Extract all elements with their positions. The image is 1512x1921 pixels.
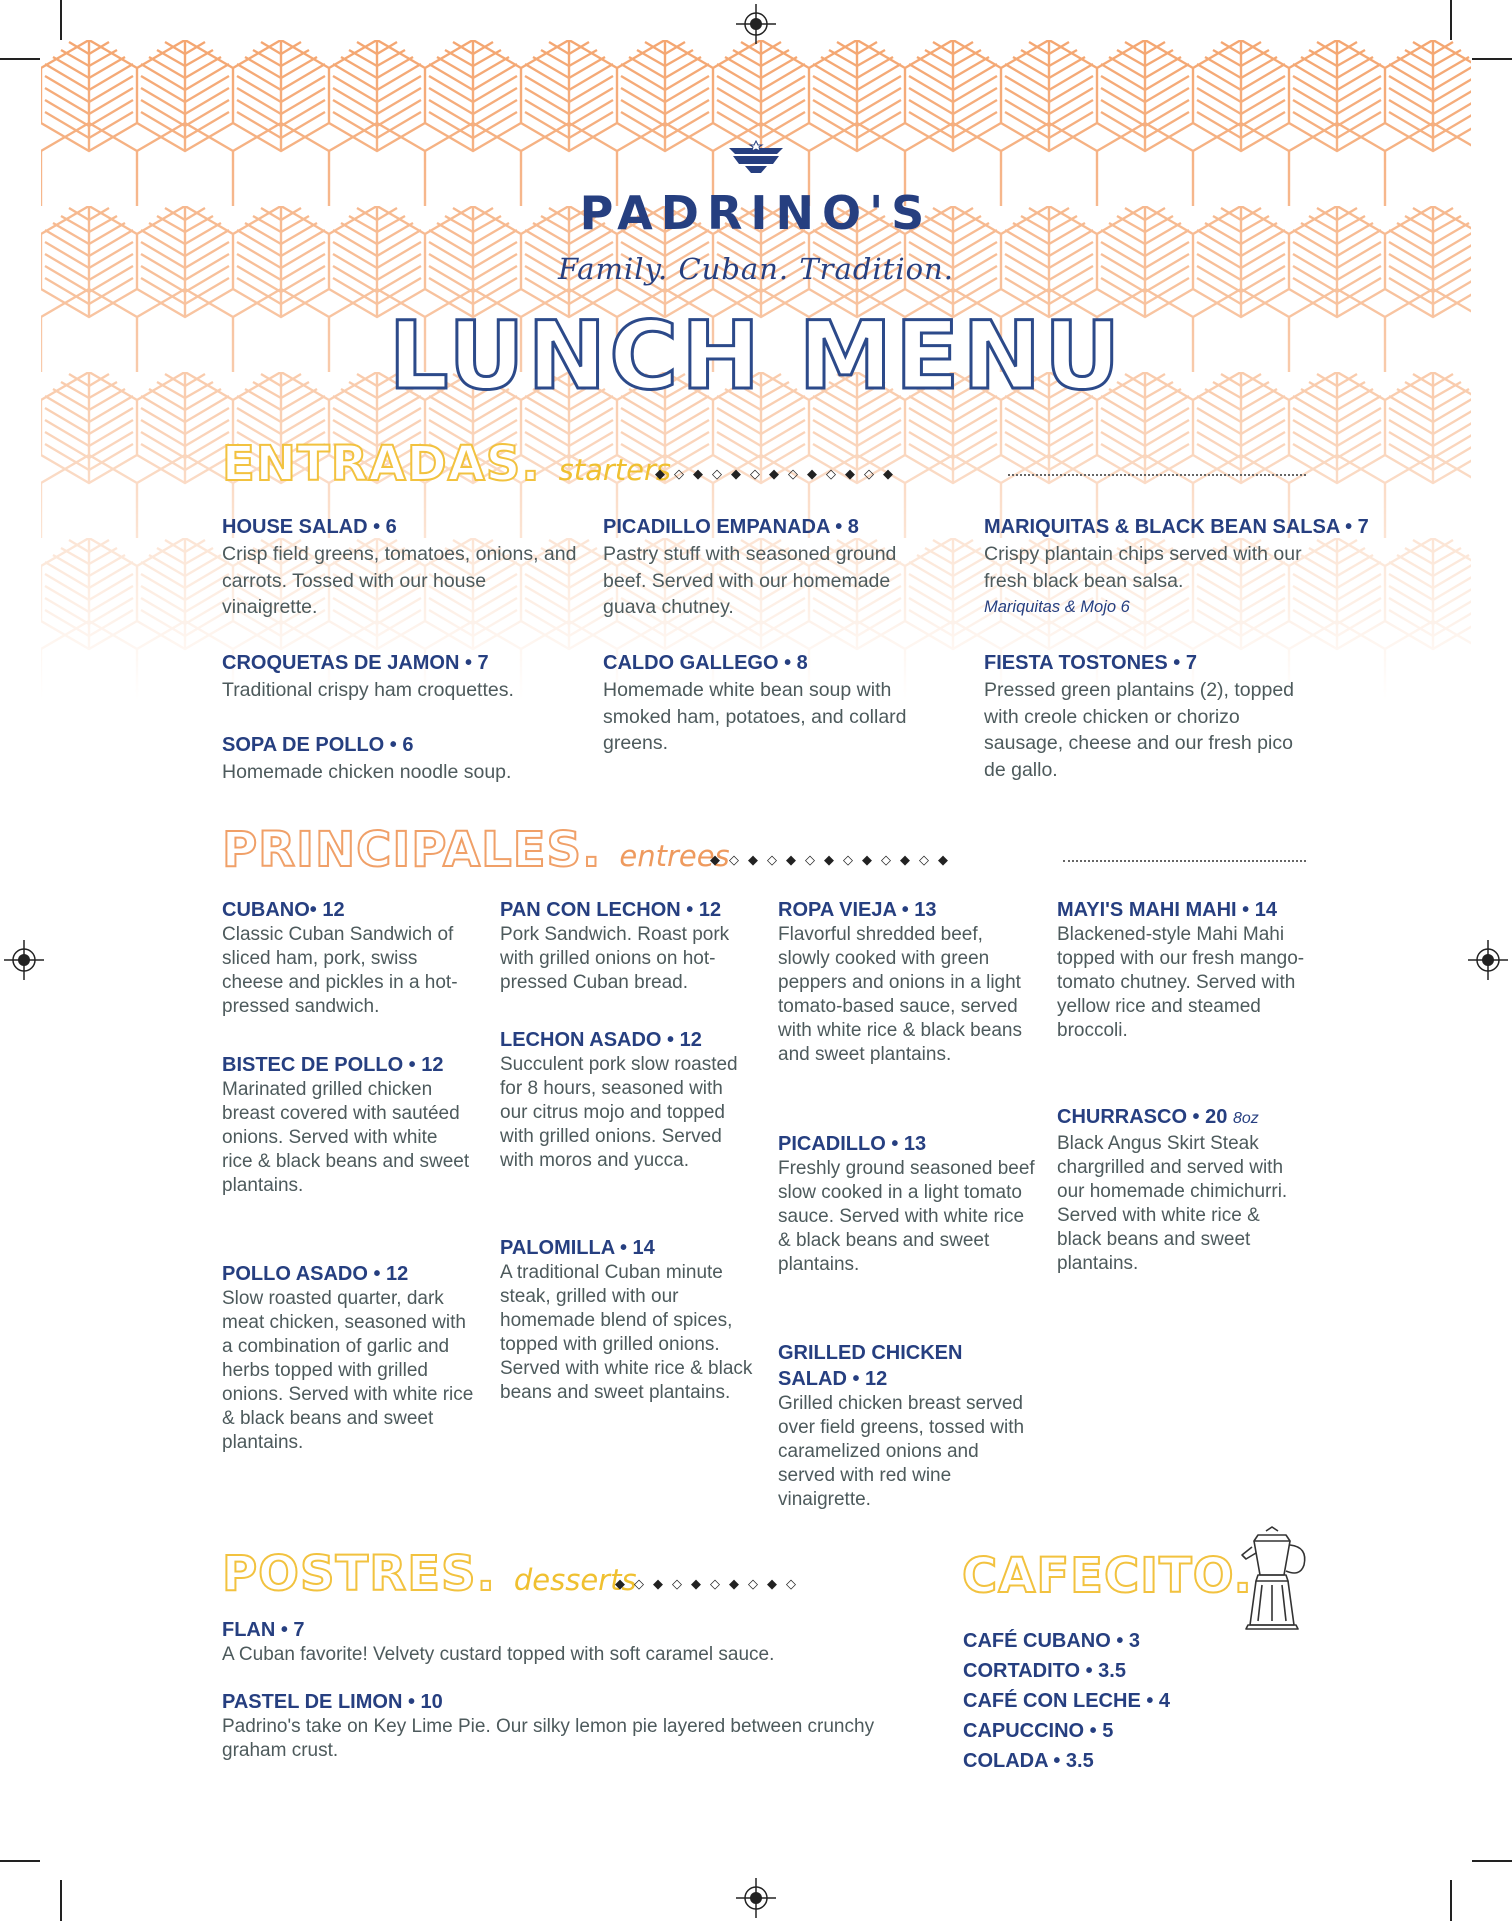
- entradas-subtitle: starters: [558, 453, 672, 487]
- item-description: Classic Cuban Sandwich of sliced ham, pork, swiss cheese and pickles in a hot-pressed sandwich.: [222, 924, 458, 1017]
- menu-item: [778, 897, 1036, 1067]
- cafe-item: COLADA • 3.5: [963, 1750, 1094, 1772]
- menu-item: [500, 897, 755, 995]
- item-name: PASTEL DE LIMON • 10: [222, 1691, 443, 1713]
- menu-item: [222, 650, 582, 704]
- item-name: PALOMILLA • 14: [500, 1237, 655, 1259]
- item-description: Traditional crispy ham croquettes.: [222, 679, 514, 701]
- diamond-divider: ◆◇◆◇◆◇◆◇◆◇◆◇◆: [655, 466, 902, 481]
- diamond-divider: ◆◇◆◇◆◇◆◇◆◇◆◇◆: [710, 852, 957, 867]
- crop-mark: [0, 58, 40, 60]
- item-description: Blackened-style Mahi Mahi topped with our fresh mango-tomato chutney. Served with yellow rice and steamed broccoli.: [1057, 924, 1305, 1041]
- item-name: PICADILLO • 13: [778, 1133, 927, 1155]
- postres-title: POSTRES.: [222, 1546, 496, 1602]
- item-name: CROQUETAS DE JAMON • 7: [222, 652, 489, 674]
- item-name: ROPA VIEJA • 13: [778, 899, 937, 921]
- menu-item: [222, 1617, 902, 1667]
- item-name: FLAN • 7: [222, 1619, 305, 1641]
- item-description: Padrino's take on Key Lime Pie. Our silky lemon pie layered between crunchy graham crust.: [222, 1716, 875, 1761]
- item-name: MARIQUITAS & BLACK BEAN SALSA • 7: [984, 516, 1369, 538]
- menu-item: [603, 514, 943, 621]
- item-description: Flavorful shredded beef, slowly cooked with green peppers and onions in a light tomato-based sauce, served with white rice & black beans and sweet plantains.: [778, 924, 1022, 1065]
- item-name: BISTEC DE POLLO • 12: [222, 1054, 444, 1076]
- item-name: CALDO GALLEGO • 8: [603, 652, 808, 674]
- item-name: PICADILLO EMPANADA • 8: [603, 516, 859, 538]
- cafe-item: CAFÉ CUBANO • 3: [963, 1630, 1141, 1652]
- cafe-item: CAPUCCINO • 5: [963, 1720, 1114, 1742]
- dotted-rule: [1008, 474, 1306, 476]
- entradas-heading: [222, 436, 671, 492]
- registration-mark-icon: [4, 940, 44, 980]
- item-description: Marinated grilled chicken breast covered with sautéed onions. Served with white rice & black beans and sweet plantains.: [222, 1079, 470, 1196]
- crop-mark: [1472, 58, 1512, 60]
- item-size: 8oz: [1232, 1110, 1259, 1127]
- registration-mark-icon: [736, 4, 776, 44]
- item-description: A Cuban favorite! Velvety custard topped with soft caramel sauce.: [222, 1644, 775, 1665]
- brand-tagline: Family. Cuban. Tradition.: [558, 252, 954, 286]
- item-name: POLLO ASADO • 12: [222, 1263, 409, 1285]
- menu-item: [778, 1131, 1036, 1277]
- item-description: Crisp field greens, tomatoes, onions, and carrots. Tossed with our house vinaigrette.: [222, 543, 577, 618]
- item-description: Freshly ground seasoned beef slow cooked in a light tomato sauce. Served with white rice & black beans and sweet plantains.: [778, 1158, 1035, 1275]
- brand-name: PADRINO'S: [579, 186, 933, 240]
- item-description: Pressed green plantains (2), topped with creole chicken or chorizo sausage, cheese and our fresh pico de gallo.: [984, 679, 1295, 781]
- menu-item: [222, 1261, 477, 1455]
- menu-item: [1057, 897, 1307, 1043]
- item-name: MAYI'S MAHI MAHI • 14: [1057, 899, 1277, 921]
- item-name: SOPA DE POLLO • 6: [222, 734, 414, 756]
- item-name: CUBANO• 12: [222, 899, 345, 921]
- menu-item: [500, 1235, 755, 1405]
- crop-mark: [1450, 0, 1452, 40]
- dotted-rule: [1063, 860, 1306, 862]
- menu-item: [984, 650, 1304, 783]
- item-description: Homemade chicken noodle soup.: [222, 761, 512, 783]
- menu-item: [984, 514, 1369, 620]
- coffee-moka-pot-icon: [1238, 1525, 1312, 1633]
- item-note: Mariquitas & Mojo 6: [984, 598, 1130, 616]
- postres-heading: [222, 1546, 637, 1602]
- registration-mark-icon: [1468, 940, 1508, 980]
- principales-subtitle: entrees: [619, 839, 730, 873]
- menu-item: [603, 650, 943, 757]
- item-description: Crispy plantain chips served with our fresh black bean salsa.: [984, 543, 1302, 592]
- item-name: FIESTA TOSTONES • 7: [984, 652, 1197, 674]
- menu-item: [1057, 1104, 1307, 1276]
- item-description: Grilled chicken breast served over field greens, tossed with caramelized onions and served with red wine vinaigrette.: [778, 1393, 1025, 1510]
- menu-item: [222, 1689, 902, 1763]
- principales-heading: [222, 822, 730, 878]
- menu-item: [222, 732, 582, 786]
- logo-ship-icon: [725, 140, 787, 174]
- item-description: Homemade white bean soup with smoked ham, potatoes, and collard greens.: [603, 679, 907, 754]
- item-description: Succulent pork slow roasted for 8 hours, seasoned with our citrus mojo and topped with grilled onions. Served with moros and yucca.: [500, 1054, 738, 1171]
- principales-title: PRINCIPALES.: [222, 822, 602, 878]
- item-description: Pork Sandwich. Roast pork with grilled onions on hot-pressed Cuban bread.: [500, 924, 730, 993]
- item-name: HOUSE SALAD • 6: [222, 516, 397, 538]
- item-description: A traditional Cuban minute steak, grilled with our homemade blend of spices, topped with grilled onions. Served with white rice & black beans and sweet plantains.: [500, 1262, 753, 1403]
- menu-item: [778, 1340, 1028, 1512]
- cafecito-heading: [962, 1548, 1253, 1604]
- item-description: Pastry stuff with seasoned ground beef. Served with our homemade guava chutney.: [603, 543, 897, 618]
- cafe-item: CORTADITO • 3.5: [963, 1660, 1126, 1682]
- item-name: PAN CON LECHON • 12: [500, 899, 722, 921]
- crop-mark: [1472, 1860, 1512, 1862]
- item-description: Slow roasted quarter, dark meat chicken, seasoned with a combination of garlic and herbs topped with grilled onions. Served with white rice & black beans and sweet plantains.: [222, 1288, 474, 1453]
- crop-mark: [60, 1880, 62, 1921]
- crop-mark: [60, 0, 62, 40]
- entradas-title: ENTRADAS.: [222, 436, 541, 492]
- menu-item: [222, 897, 472, 1019]
- item-name-text: CHURRASCO • 20: [1057, 1106, 1228, 1128]
- postres-subtitle: desserts: [513, 1563, 637, 1597]
- menu-item: [222, 1052, 472, 1198]
- crop-mark: [1450, 1880, 1452, 1921]
- menu-title: LUNCH MENU: [388, 302, 1124, 411]
- crop-mark: [0, 1860, 40, 1862]
- item-description: Black Angus Skirt Steak chargrilled and served with our homemade chimichurri. Served with white rice & black beans and sweet plantains.: [1057, 1133, 1288, 1274]
- menu-item: [500, 1027, 755, 1173]
- registration-mark-icon: [736, 1878, 776, 1918]
- item-name: GRILLED CHICKEN SALAD • 12: [778, 1342, 963, 1390]
- item-name: LECHON ASADO • 12: [500, 1029, 702, 1051]
- item-name: [1057, 1104, 1307, 1132]
- cafecito-title: CAFECITO.: [962, 1548, 1253, 1604]
- diamond-divider: ◆◇◆◇◆◇◆◇◆◇: [615, 1576, 805, 1591]
- cafe-item: CAFÉ CON LECHE • 4: [963, 1690, 1171, 1712]
- cafecito-list: [963, 1626, 1170, 1776]
- menu-item: [222, 514, 582, 621]
